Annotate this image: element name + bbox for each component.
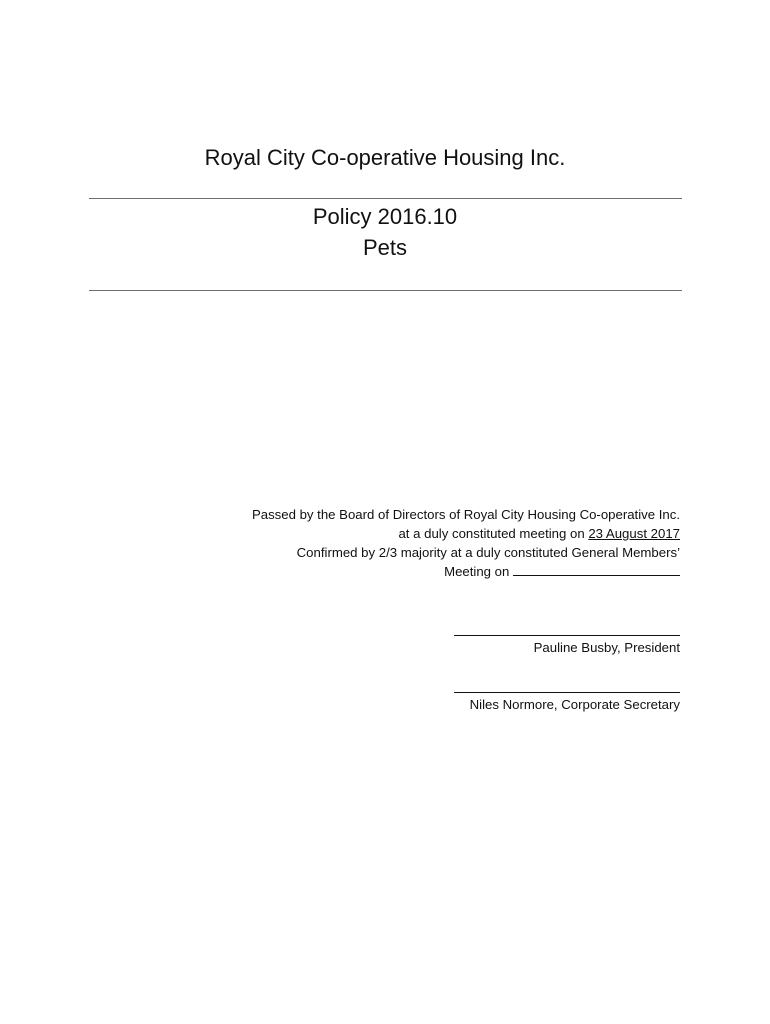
policy-name: Pets [362,235,408,260]
top-divider [89,198,682,199]
policy-number: Policy 2016.10 [312,204,458,229]
secretary-signatory: Niles Normore, Corporate Secretary [469,697,680,712]
approval-line-confirmation: Confirmed by 2/3 majority at a duly constituted General Members’ [296,545,680,560]
members-meeting-date-blank [513,562,680,576]
bottom-divider [89,290,682,291]
approval-meeting-prefix: at a duly constituted meeting on [398,526,589,541]
organization-title: Royal City Co-operative Housing Inc. [204,145,566,170]
members-meeting-prefix: Meeting on [444,564,513,579]
approval-line-board: Passed by the Board of Directors of Royal City Housing Co-operative Inc. [251,507,680,522]
approval-line-meeting [200,524,680,543]
secretary-signature-line [454,692,680,693]
president-signatory: Pauline Busby, President [533,640,680,655]
board-meeting-date: 23 August 2017 [588,526,680,541]
approval-statement [200,505,680,581]
approval-line-members-meeting [200,562,680,581]
president-signature-line [454,635,680,636]
